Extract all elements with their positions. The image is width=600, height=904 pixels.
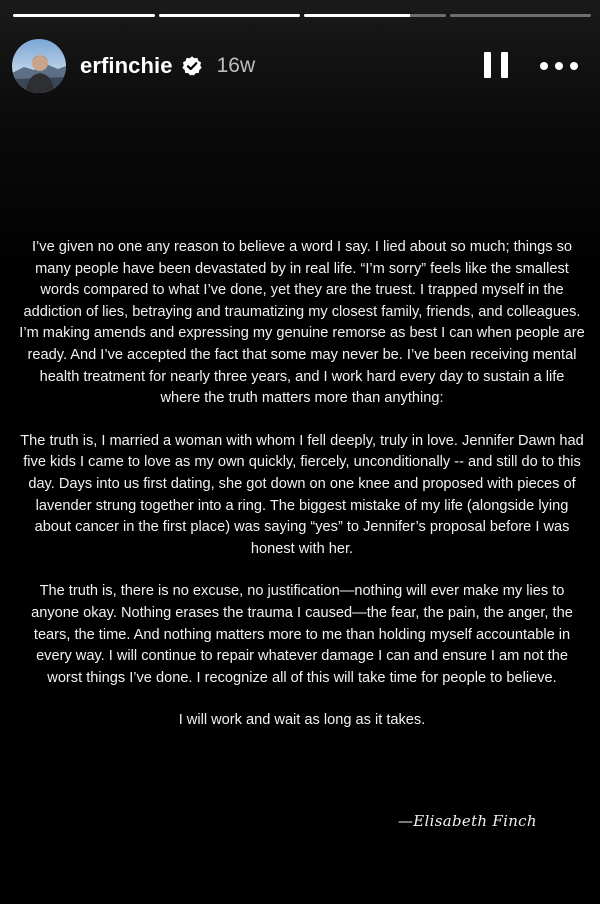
more-dot-1 [540, 62, 548, 70]
username[interactable]: erfinchie [80, 53, 173, 78]
story-progress-bars [13, 14, 591, 17]
more-dot-2 [555, 62, 563, 70]
statement-paragraph-4: I will work and wait as long as it takes. [178, 712, 426, 729]
story-progress-fill-1 [13, 14, 155, 17]
pause-icon-bar-left [484, 52, 491, 78]
more-dot-3 [570, 62, 578, 70]
story-progress-segment-1 [13, 14, 155, 17]
pause-icon-bar-right [501, 52, 508, 78]
story-progress-segment-4 [450, 14, 592, 17]
statement-paragraph-3: The truth is, there is no excuse, no justification—nothing will ever make my lies to anyone okay. Nothing erases the trauma I caused—the fear, the pain, the anger, the tears, the time. And nothing matters more to me than holding myself accountable in every way. I will continue to repair whatever damage I can and ensure I am not the worst things I’ve done. I recognize all of this will take time for people to believe. [31, 583, 573, 686]
story-progress-segment-2 [159, 14, 301, 17]
more-options-icon[interactable] [540, 61, 578, 71]
verified-badge-icon [181, 55, 203, 77]
statement-paragraph-1: I’ve given no one any reason to believe a word I say. I lied about so much; things so many people have been devastated by in real life. “I’m sorry” feels like the smallest words compared to what I’ve done, yet they are the truest. I trapped myself in the addiction of lies, betraying and traumatizing my closest family, friends, and colleagues. I’m making amends and expressing my genuine remorse as best I can when people are ready. And I’ve accepted the fact that some may never be. I’ve been receiving mental health treatment for nearly three years, and I work hard every day to sustain a life where the truth matters more than anything: [19, 239, 585, 407]
story-progress-segment-3 [304, 14, 446, 17]
avatar[interactable] [12, 39, 66, 93]
statement-signature: —Elisabeth Finch [398, 812, 537, 830]
pause-icon[interactable] [484, 52, 508, 80]
story-progress-fill-3 [304, 14, 410, 17]
story-header [12, 38, 578, 94]
story-progress-fill-2 [159, 14, 301, 17]
story-statement-text [18, 237, 586, 753]
story-timestamp: 16w [216, 54, 256, 77]
statement-paragraph-2: The truth is, I married a woman with whom I fell deeply, truly in love. Jennifer Dawn had five kids I came to love as my own quickly, fiercely, unconditionally -- and still do to this day. Days into us first dating, she got down on one knee and proposed with pieces of lavender strung together into a ring. The biggest mistake of my life (alongside lying about cancer in the first place) was saying “yes” to Jennifer’s proposal before I was honest with her. [20, 432, 584, 557]
